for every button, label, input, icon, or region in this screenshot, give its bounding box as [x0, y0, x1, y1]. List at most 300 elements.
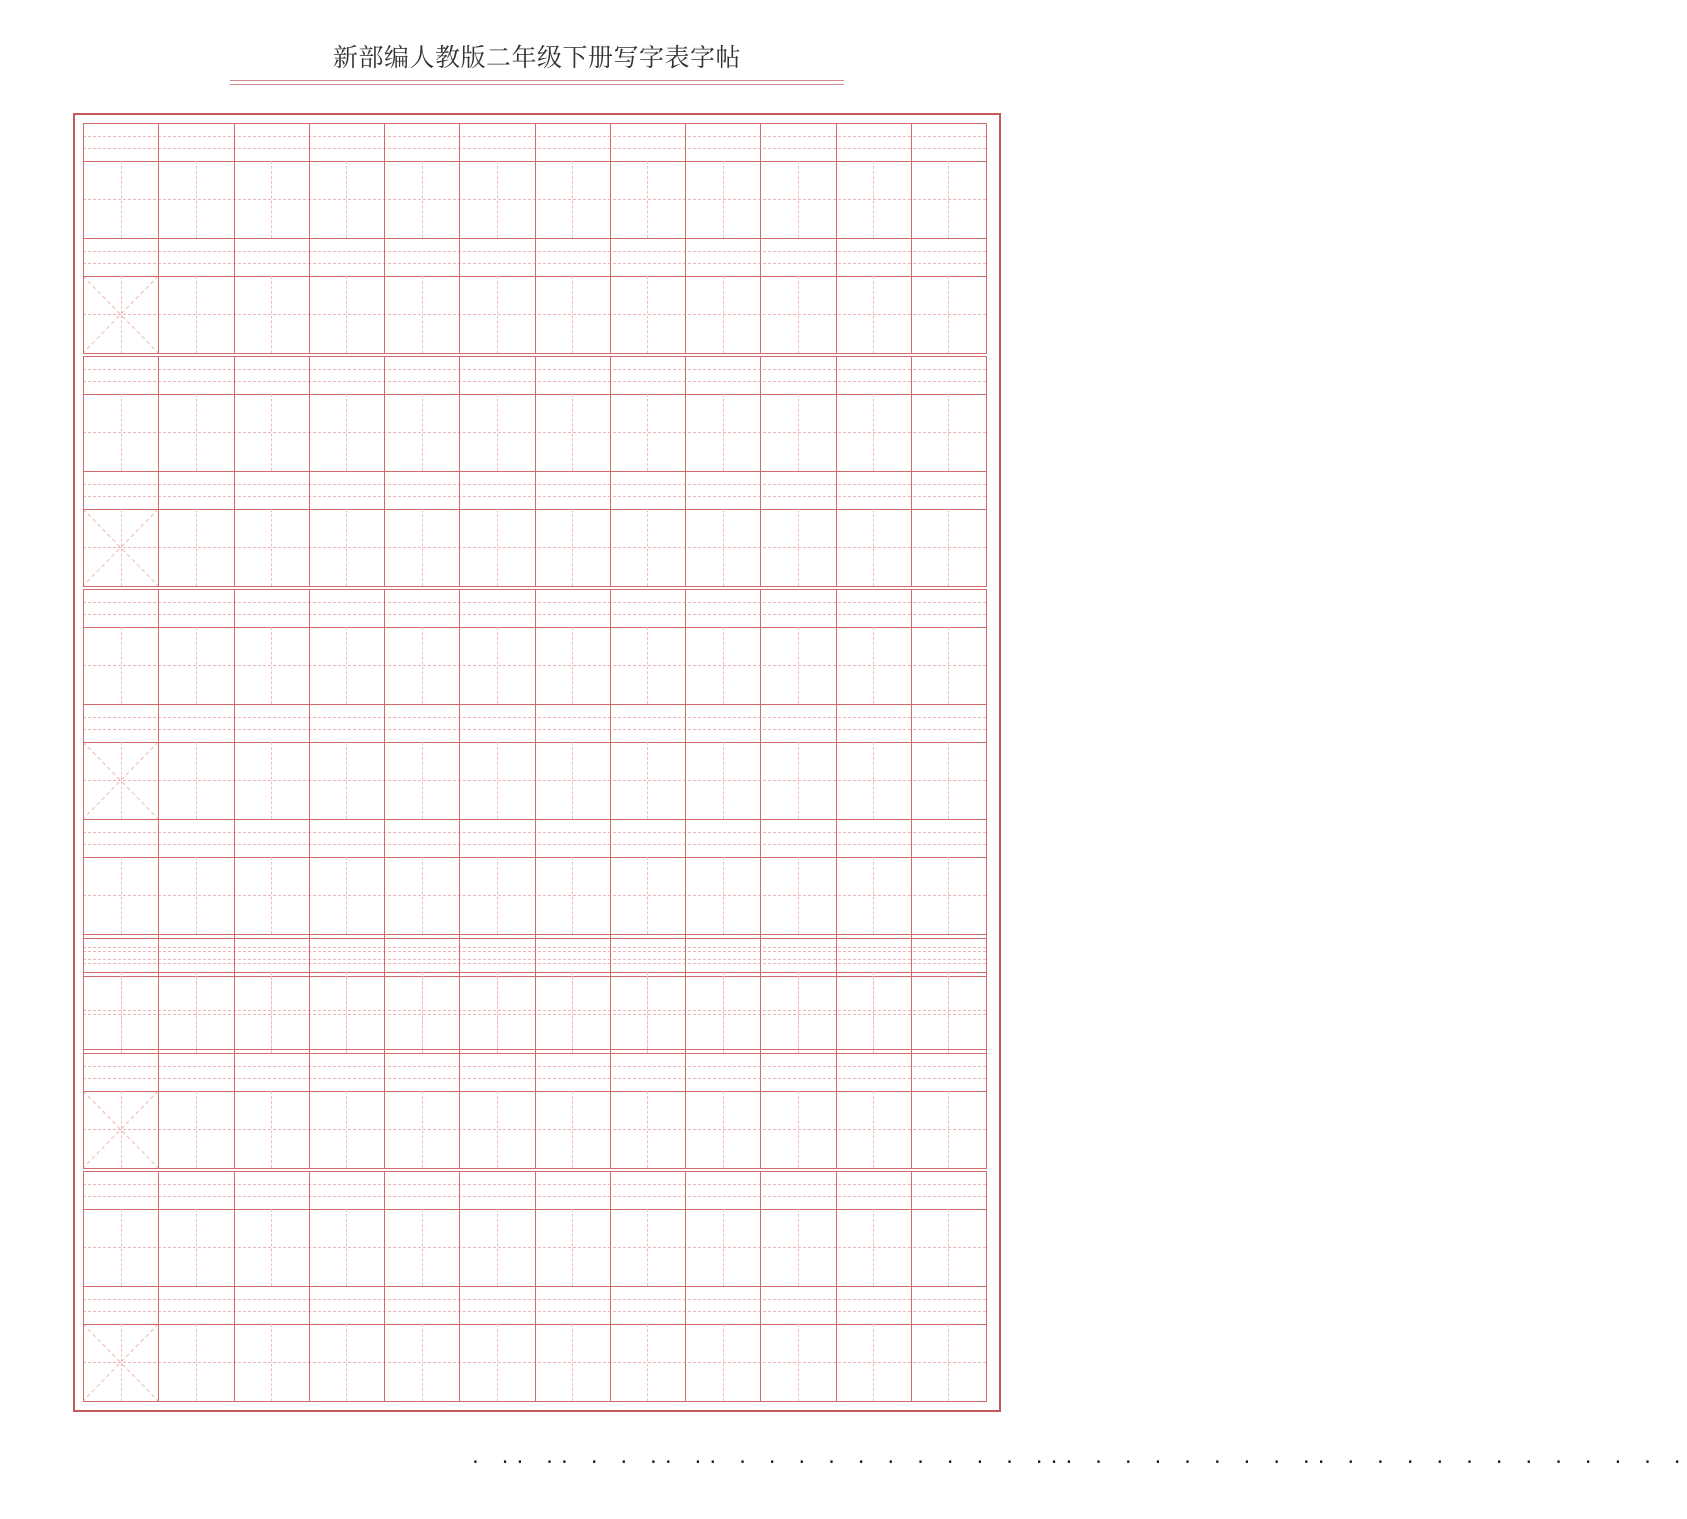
grid-column-line [911, 1091, 912, 1169]
grid-column-line [836, 819, 837, 858]
grid-center-guide [346, 394, 347, 471]
grid-column-line [836, 471, 837, 510]
grid-column-line [234, 238, 235, 277]
grid-center-guide [346, 976, 347, 1053]
grid-column-line [836, 509, 837, 587]
grid-column-line [685, 1286, 686, 1325]
grid-center-guide [271, 394, 272, 471]
grid-column-line [309, 238, 310, 277]
grid-column-line [685, 276, 686, 354]
grid-center-guide [422, 1324, 423, 1401]
grid-column-line [384, 857, 385, 935]
grid-center-guide [346, 1324, 347, 1401]
grid-column-line [610, 1053, 611, 1092]
grid-column-line [685, 356, 686, 395]
grid-column-line [836, 589, 837, 628]
grid-column-line [384, 1053, 385, 1092]
grid-center-guide [572, 857, 573, 934]
grid-column-line [836, 276, 837, 354]
grid-column-line [836, 238, 837, 277]
grid-column-line [760, 161, 761, 239]
grid-center-guide [497, 742, 498, 819]
grid-column-line [760, 627, 761, 705]
grid-center-guide [798, 1324, 799, 1401]
grid-column-line [685, 589, 686, 628]
grid-column-line [760, 1209, 761, 1287]
grid-column-line [309, 471, 310, 510]
grid-center-guide [723, 161, 724, 238]
grid-column-line [760, 742, 761, 820]
grid-center-guide [422, 1209, 423, 1286]
grid-column-line [685, 742, 686, 820]
grid-center-guide [196, 742, 197, 819]
grid-column-line [911, 742, 912, 820]
grid-center-guide [422, 627, 423, 704]
grid-column-line [760, 238, 761, 277]
grid-center-guide [948, 276, 949, 353]
grid-column-line [384, 1171, 385, 1210]
grid-column-line [309, 1209, 310, 1287]
grid-column-line [234, 123, 235, 162]
grid-column-line [83, 356, 84, 395]
grid-column-line [234, 1091, 235, 1169]
grid-column-line [384, 589, 385, 628]
grid-center-guide [196, 1324, 197, 1401]
grid-center-guide [271, 161, 272, 238]
grid-column-line [610, 1286, 611, 1325]
grid-center-guide [346, 1091, 347, 1168]
grid-column-line [610, 976, 611, 1054]
grid-center-guide [196, 161, 197, 238]
grid-column-line [309, 938, 310, 977]
grid-column-line [836, 1324, 837, 1402]
grid-center-guide [271, 976, 272, 1053]
grid-center-guide [798, 394, 799, 471]
grid-column-line [610, 1171, 611, 1210]
grid-column-line [309, 1091, 310, 1169]
grid-column-line [459, 1053, 460, 1092]
grid-center-guide [873, 1091, 874, 1168]
grid-center-guide [121, 276, 122, 353]
grid-column-line [459, 1171, 460, 1210]
grid-column-line [986, 394, 987, 472]
grid-column-line [384, 938, 385, 977]
grid-column-line [309, 627, 310, 705]
grid-column-line [83, 704, 84, 743]
grid-column-line [911, 1324, 912, 1402]
grid-center-guide [121, 509, 122, 586]
grid-column-line [234, 819, 235, 858]
grid-center-guide [948, 161, 949, 238]
grid-center-guide [346, 509, 347, 586]
grid-column-line [158, 1286, 159, 1325]
grid-column-line [535, 1324, 536, 1402]
grid-center-guide [121, 161, 122, 238]
grid-column-line [384, 1209, 385, 1287]
grid-center-guide [497, 509, 498, 586]
grid-center-guide [422, 976, 423, 1053]
grid-center-guide [723, 276, 724, 353]
grid-center-guide [422, 1091, 423, 1168]
grid-column-line [384, 1286, 385, 1325]
grid-column-line [535, 857, 536, 935]
grid-column-line [234, 589, 235, 628]
grid-column-line [610, 938, 611, 977]
grid-column-line [986, 238, 987, 277]
grid-center-guide [647, 1209, 648, 1286]
grid-center-guide [121, 742, 122, 819]
grid-column-line [83, 394, 84, 472]
footer-dots: · ·· ·· · · ·· ·· · · · · · · · · · · ··· · · · · · · · ·· · · · · · · · · · · · · [470, 1452, 1687, 1473]
grid-column-line [836, 1286, 837, 1325]
grid-column-line [234, 1053, 235, 1092]
grid-column-line [384, 976, 385, 1054]
grid-column-line [760, 394, 761, 472]
grid-column-line [911, 1209, 912, 1287]
grid-column-line [83, 1053, 84, 1092]
grid-column-line [234, 276, 235, 354]
grid-center-guide [497, 1209, 498, 1286]
grid-column-line [836, 356, 837, 395]
grid-center-guide [723, 1209, 724, 1286]
grid-column-line [158, 742, 159, 820]
grid-column-line [384, 471, 385, 510]
grid-column-line [158, 627, 159, 705]
grid-column-line [836, 704, 837, 743]
grid-column-line [986, 1053, 987, 1092]
grid-column-line [158, 704, 159, 743]
grid-column-line [760, 1286, 761, 1325]
grid-column-line [459, 509, 460, 587]
grid-column-line [309, 857, 310, 935]
grid-column-line [535, 1209, 536, 1287]
grid-column-line [309, 276, 310, 354]
grid-column-line [158, 1209, 159, 1287]
grid-column-line [83, 742, 84, 820]
grid-column-line [459, 704, 460, 743]
grid-column-line [760, 1053, 761, 1092]
grid-column-line [309, 394, 310, 472]
grid-center-guide [873, 742, 874, 819]
grid-column-line [836, 1171, 837, 1210]
grid-column-line [158, 857, 159, 935]
grid-column-line [83, 1171, 84, 1210]
grid-center-guide [196, 976, 197, 1053]
grid-column-line [384, 819, 385, 858]
grid-column-line [83, 857, 84, 935]
grid-column-line [535, 356, 536, 395]
grid-column-line [535, 509, 536, 587]
grid-center-guide [121, 394, 122, 471]
grid-center-guide [647, 976, 648, 1053]
grid-column-line [158, 1324, 159, 1402]
grid-column-line [911, 161, 912, 239]
grid-center-guide [497, 1324, 498, 1401]
grid-center-guide [873, 1324, 874, 1401]
grid-column-line [986, 1209, 987, 1287]
grid-column-line [986, 161, 987, 239]
grid-column-line [459, 356, 460, 395]
grid-center-guide [271, 857, 272, 934]
grid-column-line [384, 161, 385, 239]
grid-center-guide [572, 742, 573, 819]
grid-center-guide [948, 1209, 949, 1286]
grid-center-guide [271, 742, 272, 819]
grid-column-line [83, 589, 84, 628]
grid-column-line [685, 627, 686, 705]
grid-center-guide [422, 742, 423, 819]
grid-column-line [234, 627, 235, 705]
grid-center-guide [798, 1091, 799, 1168]
grid-column-line [535, 1286, 536, 1325]
grid-column-line [760, 819, 761, 858]
grid-column-line [83, 1091, 84, 1169]
grid-column-line [610, 819, 611, 858]
grid-column-line [158, 938, 159, 977]
grid-center-guide [572, 161, 573, 238]
grid-column-line [685, 123, 686, 162]
grid-column-line [535, 819, 536, 858]
grid-center-guide [196, 1091, 197, 1168]
grid-column-line [234, 1209, 235, 1287]
grid-column-line [610, 1091, 611, 1169]
grid-column-line [459, 1209, 460, 1287]
grid-column-line [986, 1171, 987, 1210]
grid-column-line [535, 161, 536, 239]
grid-center-guide [346, 276, 347, 353]
grid-center-guide [422, 394, 423, 471]
grid-column-line [836, 976, 837, 1054]
grid-column-line [760, 589, 761, 628]
grid-center-guide [948, 1091, 949, 1168]
grid-center-guide [271, 1209, 272, 1286]
grid-column-line [986, 976, 987, 1054]
grid-column-line [459, 471, 460, 510]
grid-column-line [911, 938, 912, 977]
grid-center-guide [647, 161, 648, 238]
grid-column-line [911, 238, 912, 277]
grid-column-line [158, 819, 159, 858]
grid-column-line [911, 394, 912, 472]
grid-center-guide [873, 276, 874, 353]
grid-column-line [685, 1053, 686, 1092]
grid-center-guide [271, 509, 272, 586]
grid-column-line [234, 509, 235, 587]
grid-center-guide [723, 1091, 724, 1168]
grid-center-guide [196, 509, 197, 586]
grid-center-guide [422, 276, 423, 353]
grid-column-line [83, 1286, 84, 1325]
grid-column-line [158, 394, 159, 472]
grid-center-guide [572, 509, 573, 586]
grid-column-line [760, 938, 761, 977]
grid-center-guide [647, 1091, 648, 1168]
grid-center-guide [271, 627, 272, 704]
grid-center-guide [647, 627, 648, 704]
grid-column-line [234, 394, 235, 472]
grid-column-line [83, 123, 84, 162]
grid-center-guide [196, 276, 197, 353]
grid-center-guide [497, 857, 498, 934]
grid-column-line [459, 123, 460, 162]
grid-column-line [986, 938, 987, 977]
grid-column-line [986, 742, 987, 820]
grid-center-guide [798, 857, 799, 934]
grid-column-line [535, 471, 536, 510]
grid-column-line [685, 857, 686, 935]
grid-center-guide [346, 627, 347, 704]
grid-column-line [986, 123, 987, 162]
grid-column-line [911, 1053, 912, 1092]
grid-column-line [535, 589, 536, 628]
grid-column-line [384, 1324, 385, 1402]
grid-center-guide [422, 161, 423, 238]
grid-column-line [309, 742, 310, 820]
title-underline-top [230, 80, 844, 81]
grid-column-line [234, 1324, 235, 1402]
grid-column-line [309, 123, 310, 162]
grid-column-line [83, 471, 84, 510]
grid-column-line [384, 394, 385, 472]
grid-column-line [760, 471, 761, 510]
grid-column-line [610, 123, 611, 162]
grid-column-line [836, 938, 837, 977]
grid-center-guide [497, 394, 498, 471]
grid-column-line [610, 394, 611, 472]
grid-column-line [685, 819, 686, 858]
grid-column-line [911, 276, 912, 354]
grid-center-guide [121, 627, 122, 704]
grid-center-guide [647, 394, 648, 471]
grid-column-line [459, 938, 460, 977]
grid-column-line [459, 819, 460, 858]
grid-column-line [836, 742, 837, 820]
grid-column-line [911, 819, 912, 858]
grid-center-guide [723, 627, 724, 704]
grid-column-line [986, 509, 987, 587]
grid-column-line [760, 356, 761, 395]
grid-center-guide [723, 509, 724, 586]
grid-column-line [459, 161, 460, 239]
grid-column-line [685, 976, 686, 1054]
grid-column-line [234, 161, 235, 239]
grid-column-line [911, 589, 912, 628]
grid-center-guide [647, 276, 648, 353]
grid-column-line [685, 509, 686, 587]
grid-column-line [234, 471, 235, 510]
grid-center-guide [948, 1324, 949, 1401]
grid-column-line [911, 857, 912, 935]
grid-column-line [83, 1209, 84, 1287]
grid-column-line [158, 976, 159, 1054]
grid-center-guide [346, 1209, 347, 1286]
grid-center-guide [121, 976, 122, 1053]
grid-column-line [911, 356, 912, 395]
grid-center-guide [121, 857, 122, 934]
grid-center-guide [422, 857, 423, 934]
grid-column-line [535, 627, 536, 705]
practice-grid [83, 123, 986, 1403]
grid-center-guide [723, 1324, 724, 1401]
grid-column-line [986, 276, 987, 354]
grid-center-guide [948, 394, 949, 471]
grid-column-line [760, 123, 761, 162]
grid-center-guide [948, 509, 949, 586]
grid-center-guide [798, 276, 799, 353]
grid-column-line [83, 161, 84, 239]
grid-column-line [986, 356, 987, 395]
grid-column-line [83, 276, 84, 354]
grid-column-line [760, 1324, 761, 1402]
grid-column-line [685, 1091, 686, 1169]
grid-column-line [685, 1209, 686, 1287]
grid-center-guide [798, 627, 799, 704]
grid-column-line [309, 976, 310, 1054]
grid-column-line [911, 123, 912, 162]
grid-column-line [309, 704, 310, 743]
grid-column-line [836, 857, 837, 935]
grid-center-guide [196, 627, 197, 704]
grid-center-guide [572, 1209, 573, 1286]
grid-column-line [459, 742, 460, 820]
grid-column-line [836, 1209, 837, 1287]
grid-column-line [158, 589, 159, 628]
grid-center-guide [948, 857, 949, 934]
grid-column-line [610, 1324, 611, 1402]
grid-column-line [309, 161, 310, 239]
grid-column-line [760, 976, 761, 1054]
grid-column-line [459, 976, 460, 1054]
grid-center-guide [497, 976, 498, 1053]
grid-column-line [459, 394, 460, 472]
grid-center-guide [873, 627, 874, 704]
grid-center-guide [873, 394, 874, 471]
grid-column-line [158, 1171, 159, 1210]
grid-center-guide [873, 509, 874, 586]
grid-center-guide [723, 857, 724, 934]
grid-column-line [535, 938, 536, 977]
grid-center-guide [723, 976, 724, 1053]
grid-center-guide [121, 1324, 122, 1401]
grid-column-line [610, 356, 611, 395]
grid-center-guide [346, 161, 347, 238]
grid-center-guide [798, 1209, 799, 1286]
grid-column-line [836, 1091, 837, 1169]
grid-column-line [158, 123, 159, 162]
grid-column-line [309, 1286, 310, 1325]
grid-column-line [685, 161, 686, 239]
grid-column-line [836, 161, 837, 239]
grid-center-guide [723, 742, 724, 819]
grid-column-line [610, 238, 611, 277]
grid-column-line [911, 471, 912, 510]
grid-column-line [760, 509, 761, 587]
grid-center-guide [798, 509, 799, 586]
grid-column-line [459, 238, 460, 277]
grid-column-line [158, 356, 159, 395]
grid-center-guide [873, 1209, 874, 1286]
grid-column-line [83, 627, 84, 705]
grid-center-guide [647, 857, 648, 934]
grid-center-guide [572, 1091, 573, 1168]
grid-center-guide [798, 161, 799, 238]
grid-column-line [234, 1286, 235, 1325]
grid-column-line [685, 938, 686, 977]
grid-center-guide [948, 627, 949, 704]
grid-column-line [610, 857, 611, 935]
grid-column-line [384, 238, 385, 277]
grid-column-line [309, 819, 310, 858]
